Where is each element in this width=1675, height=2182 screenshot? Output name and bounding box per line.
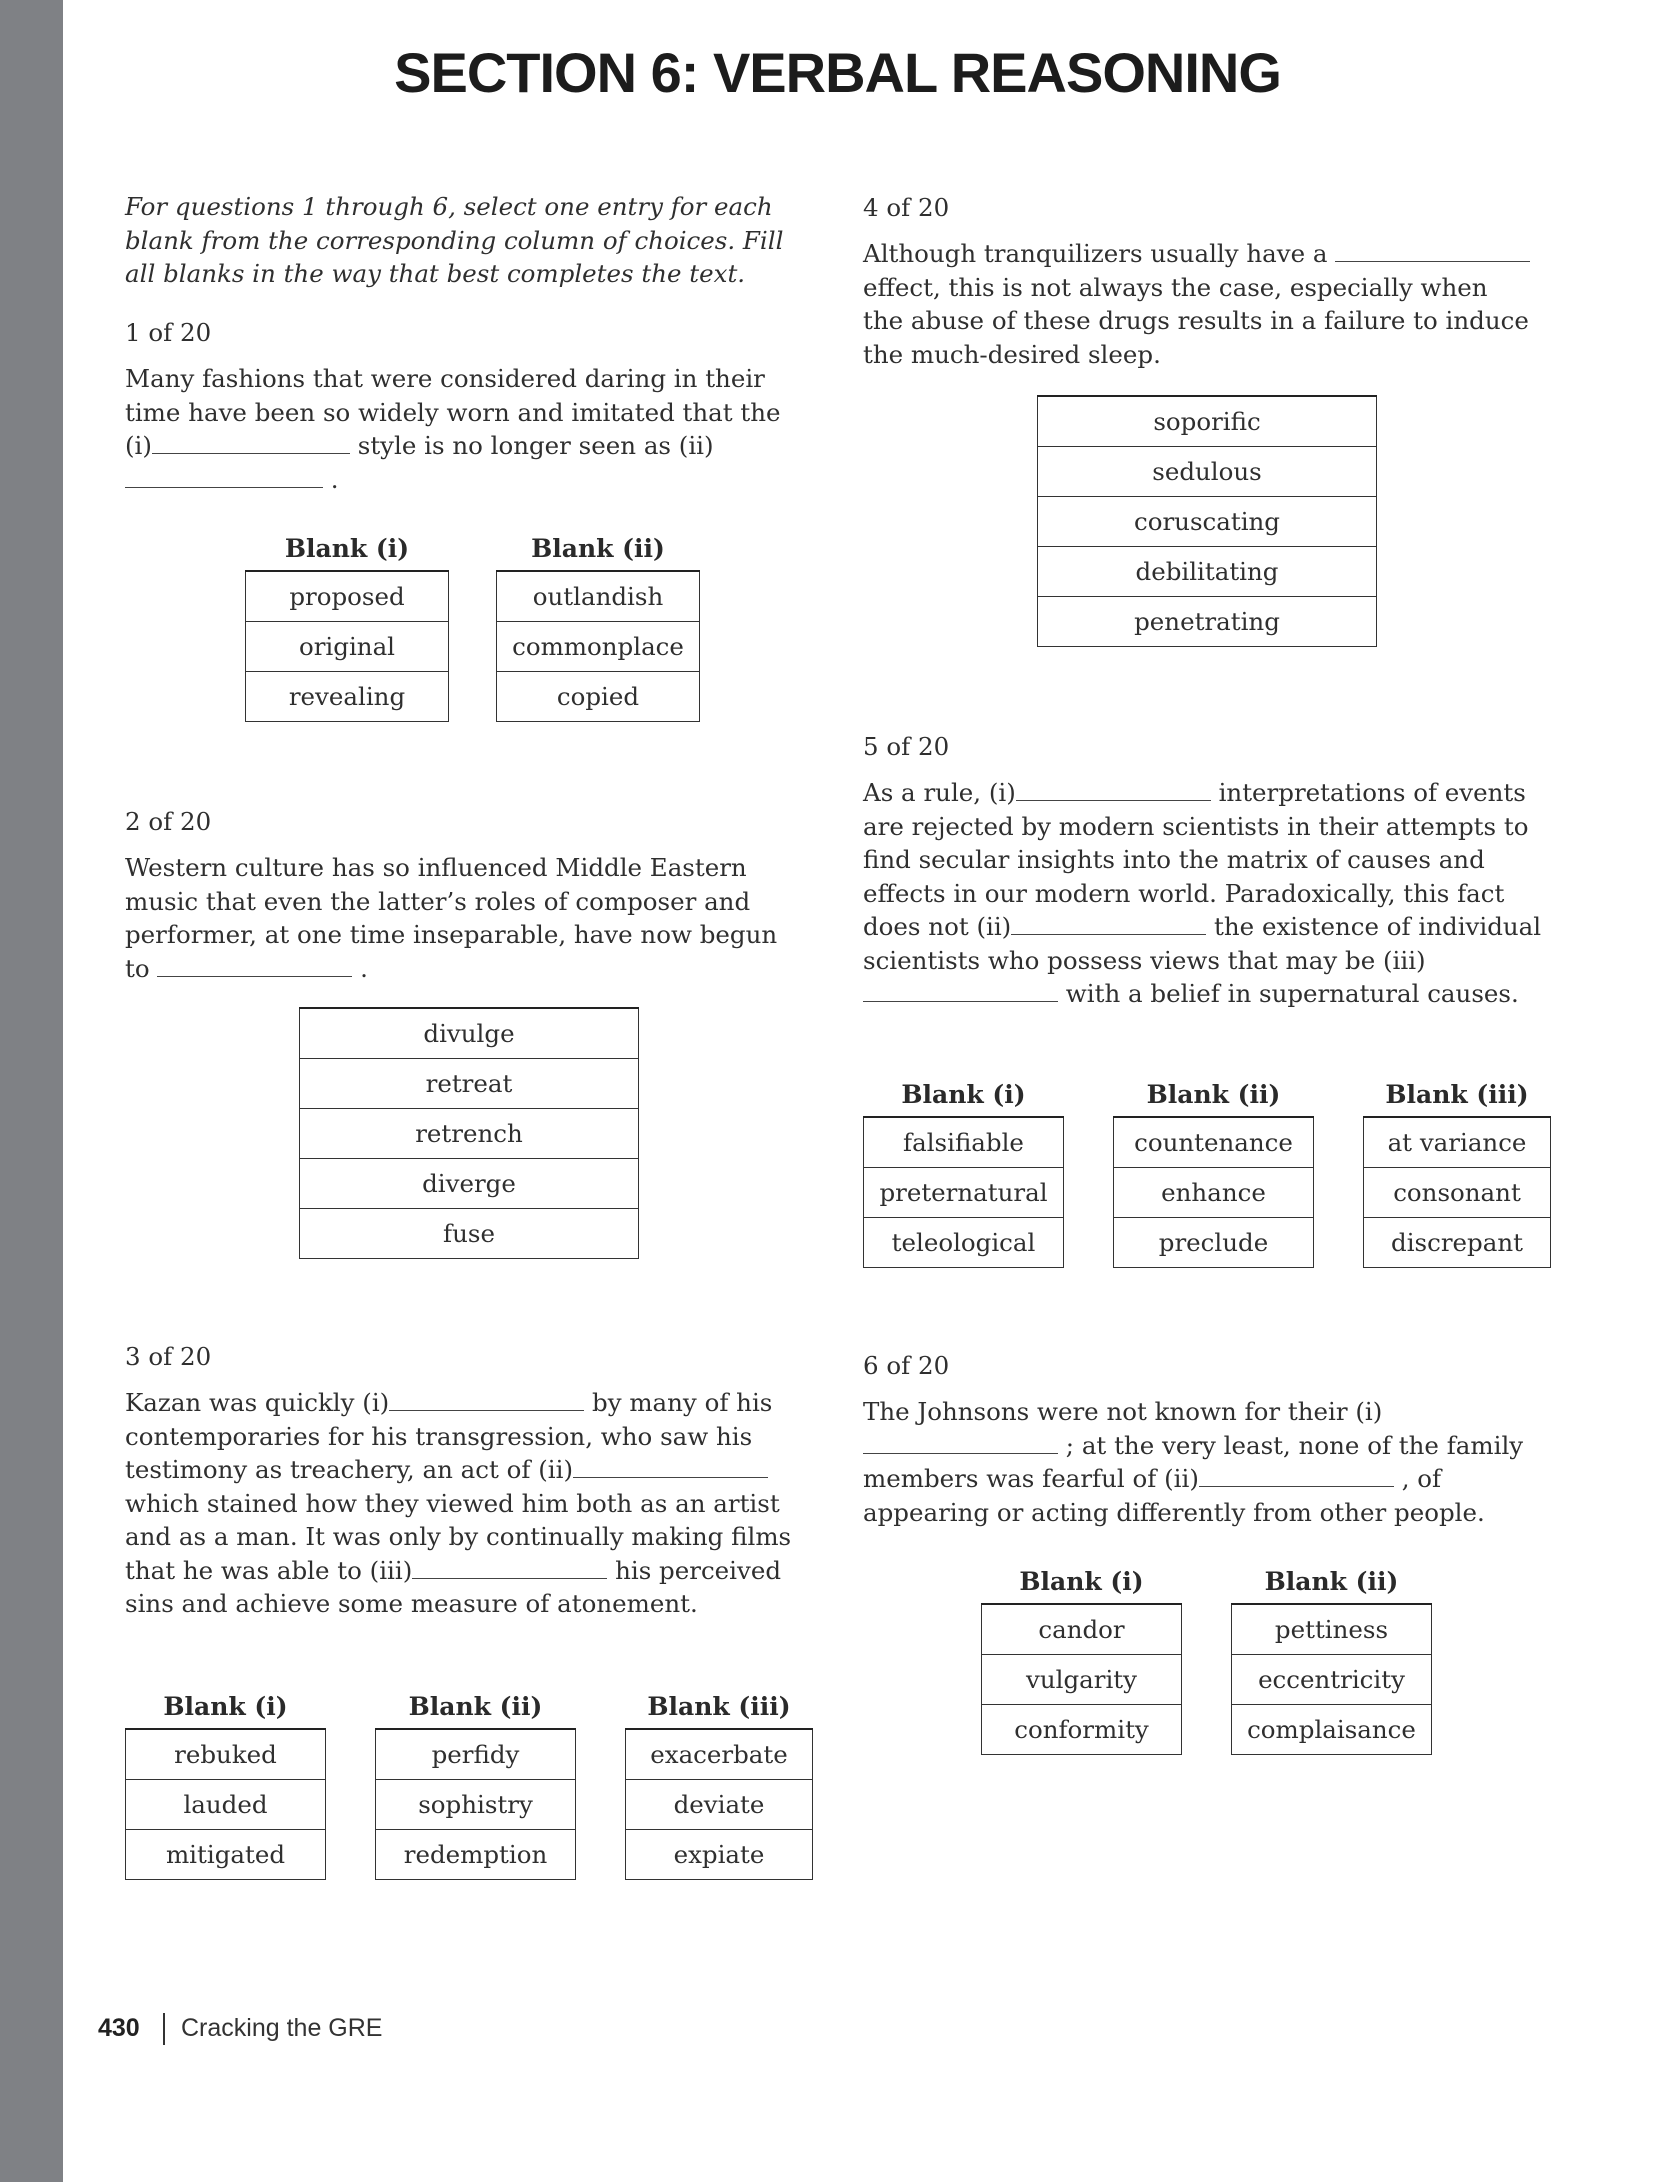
q3-choice-option[interactable]: deviate xyxy=(625,1780,813,1830)
book-title: Cracking the GRE xyxy=(181,2014,383,2042)
q6-choice-option[interactable]: conformity xyxy=(981,1705,1182,1755)
q5-column-header: Blank (i) xyxy=(901,1080,1026,1109)
q6-choice-option[interactable]: eccentricity xyxy=(1231,1655,1432,1705)
q4-text-part: effect, this is not always the case, especially when the abuse of these drugs results in a failure to induce the much-desired sleep. xyxy=(863,272,1529,369)
q1-choice-option[interactable]: copied xyxy=(496,672,700,722)
q5-choice-option[interactable]: teleological xyxy=(863,1218,1064,1268)
q3-column-header: Blank (i) xyxy=(163,1692,288,1721)
q2-choice-option[interactable]: fuse xyxy=(299,1209,639,1259)
q5-choice-table xyxy=(863,1116,1064,1268)
q1-choice-option[interactable]: revealing xyxy=(245,672,449,722)
q4-choice-option[interactable]: sedulous xyxy=(1037,447,1377,497)
page-number: 430 xyxy=(98,2014,140,2042)
q1-text-part: style is no longer seen as (ii) xyxy=(349,431,714,460)
footer-divider xyxy=(163,2013,165,2045)
q2-choice-table xyxy=(299,1007,639,1259)
q5-blank-i xyxy=(1016,776,1211,801)
q6-choice-option[interactable]: complaisance xyxy=(1231,1705,1432,1755)
question-text-4 xyxy=(863,237,1533,371)
q3-text-part: Kazan was quickly (i) xyxy=(125,1388,390,1417)
q3-choice-option[interactable]: expiate xyxy=(625,1830,813,1880)
q3-choice-table xyxy=(625,1728,813,1880)
q5-column-header: Blank (ii) xyxy=(1146,1080,1281,1109)
q1-column-header: Blank (i) xyxy=(284,534,410,563)
question-number-2: 2 of 20 xyxy=(125,807,212,836)
q3-choice-option[interactable]: lauded xyxy=(125,1780,326,1830)
question-text-2 xyxy=(125,851,785,985)
q1-choice-option[interactable]: commonplace xyxy=(496,622,700,672)
q4-text-part: Although tranquilizers usually have a xyxy=(863,239,1336,268)
q3-text-part: which stained how they viewed him both as an artist and as a man. It was only by continually making films that he was able to (iii) xyxy=(125,1488,792,1585)
q3-choice-table xyxy=(125,1728,326,1880)
q6-choice-table xyxy=(981,1603,1182,1755)
q5-choice-option[interactable]: preclude xyxy=(1113,1218,1314,1268)
q6-blank-ii xyxy=(1199,1462,1394,1487)
q6-choice-option[interactable]: pettiness xyxy=(1231,1605,1432,1655)
q5-choice-option[interactable]: at variance xyxy=(1363,1118,1551,1168)
q3-column-header: Blank (iii) xyxy=(647,1692,791,1721)
q3-blank-i xyxy=(389,1386,584,1411)
q1-choice-table xyxy=(245,570,449,722)
question-number-1: 1 of 20 xyxy=(125,318,212,347)
q1-text-part: Many fashions that were considered daring in their time have been so widely worn and imitated that the (i) xyxy=(125,364,781,460)
q1-blank-i xyxy=(152,429,350,454)
section-title: SECTION 6: VERBAL REASONING xyxy=(394,41,1281,104)
q2-text-part: . xyxy=(352,953,368,983)
q5-choice-option[interactable]: falsifiable xyxy=(863,1118,1064,1168)
q4-choice-option[interactable]: penetrating xyxy=(1037,597,1377,647)
q5-choice-option[interactable]: consonant xyxy=(1363,1168,1551,1218)
q6-choice-option[interactable]: vulgarity xyxy=(981,1655,1182,1705)
q3-blank-ii xyxy=(573,1453,768,1478)
question-text-1 xyxy=(125,362,785,496)
q3-choice-option[interactable]: sophistry xyxy=(375,1780,576,1830)
q2-choice-option[interactable]: retreat xyxy=(299,1059,639,1109)
q2-choice-option[interactable]: retrench xyxy=(299,1109,639,1159)
q1-choice-option[interactable]: original xyxy=(245,622,449,672)
question-text-5 xyxy=(863,776,1543,1011)
q5-text-part: interpretations of events are rejected by modern scientists in their attempts to find secular insights into the matrix of causes and effects in our modern world. Paradoxically, this fact does not (ii) xyxy=(863,778,1529,941)
q3-choice-option[interactable]: redemption xyxy=(375,1830,576,1880)
q4-choice-table xyxy=(1037,395,1377,647)
q1-blank-ii xyxy=(125,463,323,488)
q3-choice-option[interactable]: perfidy xyxy=(375,1730,576,1780)
page-margin-stripe xyxy=(0,0,63,2182)
question-number-6: 6 of 20 xyxy=(863,1351,950,1380)
q3-choice-option[interactable]: rebuked xyxy=(125,1730,326,1780)
q2-blank xyxy=(157,952,352,977)
q3-choice-option[interactable]: exacerbate xyxy=(625,1730,813,1780)
q1-column-header: Blank (ii) xyxy=(531,534,665,563)
q5-choice-option[interactable]: countenance xyxy=(1113,1118,1314,1168)
q5-choice-option[interactable]: enhance xyxy=(1113,1168,1314,1218)
q2-choice-option[interactable]: divulge xyxy=(299,1009,639,1059)
q5-choice-option[interactable]: preternatural xyxy=(863,1168,1064,1218)
q6-blank-i xyxy=(863,1429,1058,1454)
question-text-3 xyxy=(125,1386,805,1621)
q5-text-part: As a rule, (i) xyxy=(863,778,1016,807)
question-number-4: 4 of 20 xyxy=(863,193,950,222)
q1-text-part: . xyxy=(323,464,339,494)
q6-column-header: Blank (i) xyxy=(1019,1567,1144,1596)
question-number-5: 5 of 20 xyxy=(863,732,950,761)
q3-choice-table xyxy=(375,1728,576,1880)
q5-blank-iii xyxy=(863,977,1058,1002)
q3-text-part: his perceived sins and achieve some measure of atonement. xyxy=(125,1555,782,1618)
q5-column-header: Blank (iii) xyxy=(1385,1080,1529,1109)
q4-choice-option[interactable]: debilitating xyxy=(1037,547,1377,597)
q4-choice-option[interactable]: soporific xyxy=(1037,397,1377,447)
q1-choice-table xyxy=(496,570,700,722)
q5-choice-table xyxy=(1113,1116,1314,1268)
q6-column-header: Blank (ii) xyxy=(1264,1567,1399,1596)
q1-choice-option[interactable]: proposed xyxy=(245,572,449,622)
q6-choice-option[interactable]: candor xyxy=(981,1605,1182,1655)
question-number-3: 3 of 20 xyxy=(125,1342,212,1371)
q2-choice-option[interactable]: diverge xyxy=(299,1159,639,1209)
question-text-6 xyxy=(863,1395,1553,1529)
q5-choice-option[interactable]: discrepant xyxy=(1363,1218,1551,1268)
q5-text-part: with a belief in supernatural causes. xyxy=(1058,979,1519,1008)
q3-choice-option[interactable]: mitigated xyxy=(125,1830,326,1880)
q6-text-part: ; at the very least, none of the family members was fearful of (ii) xyxy=(863,1430,1524,1493)
q2-text-part: Western culture has so influenced Middle Eastern music that even the latter’s roles of composer and performer, at one time inseparable, have now begun to xyxy=(125,853,778,983)
q6-choice-table xyxy=(1231,1603,1432,1755)
q1-choice-option[interactable]: outlandish xyxy=(496,572,700,622)
q3-blank-iii xyxy=(412,1554,607,1579)
q5-choice-table xyxy=(1363,1116,1551,1268)
instructions: For questions 1 through 6, select one entry for each blank from the corresponding column of choices. Fill all blanks in the way that best completes the text. xyxy=(125,192,784,288)
q4-choice-option[interactable]: coruscating xyxy=(1037,497,1377,547)
q4-blank xyxy=(1335,237,1530,262)
q3-text-part: by many of his contemporaries for his transgression, who saw his testimony as treachery, an act of (ii) xyxy=(125,1388,773,1484)
q5-blank-ii xyxy=(1011,910,1206,935)
q3-column-header: Blank (ii) xyxy=(408,1692,543,1721)
q6-text-part: , of appearing or acting differently from other people. xyxy=(863,1464,1485,1527)
q5-text-part: the existence of individual scientists who possess views that may be (iii) xyxy=(863,912,1542,975)
q6-text-part: The Johnsons were not known for their (i) xyxy=(863,1397,1383,1426)
